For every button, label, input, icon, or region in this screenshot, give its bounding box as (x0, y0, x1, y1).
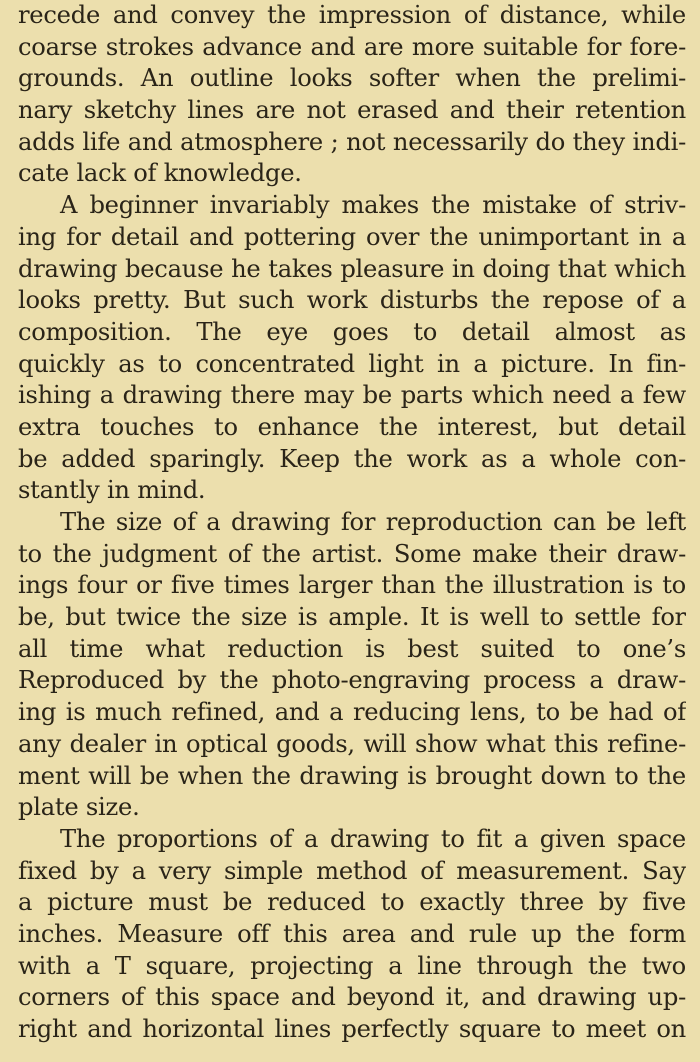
paragraph (18, 824, 686, 1046)
text-line: recede and convey the impression of distance, while (18, 1, 686, 29)
text-line: stantly in mind. (18, 476, 206, 505)
text-line: ings four or five times larger than the illustration is to (18, 571, 686, 600)
text-line: nary sketchy lines are not erased and their retention (18, 96, 686, 125)
text-line: be, but twice the size is ample. It is well to settle for (18, 603, 686, 632)
text-line: to the judgment of the artist. Some make their draw- (18, 539, 686, 568)
text-line: drawing because he takes pleasure in doing that which (18, 254, 686, 283)
text-line: cate lack of knowledge. (18, 159, 302, 188)
text-line: adds life and atmosphere ; not necessarily do they indi- (18, 127, 686, 156)
text-line: all time what reduction is best suited to one’s (18, 634, 686, 663)
text-line: looks pretty. But such work disturbs the repose of a (18, 286, 686, 315)
paragraph (18, 0, 686, 190)
text-line: plate size. (18, 793, 140, 822)
text-line: ing for detail and pottering over the unimportant in a (18, 222, 686, 251)
text-line: fixed by a very simple method of measurement. Say (18, 856, 686, 885)
text-line: inches. Measure off this area and rule up the form (18, 919, 686, 948)
text-line: composition. The eye goes to detail almost as (18, 317, 686, 346)
text-line: corners of this space and beyond it, and drawing up- (18, 983, 686, 1012)
text-line: extra touches to enhance the interest, but detail (18, 412, 686, 441)
text-line: with a T square, projecting a line through the two (18, 951, 686, 980)
paragraph (18, 190, 686, 507)
text-line: a picture must be reduced to exactly three by five (18, 888, 686, 917)
text-line: be added sparingly. Keep the work as a whole con- (18, 444, 686, 473)
text-line: right and horizontal lines perfectly square to meet on (18, 1015, 686, 1043)
text-line: Reproduced by the photo-engraving process a draw- (18, 666, 686, 695)
text-line: The proportions of a drawing to fit a given space (60, 824, 686, 853)
text-line: any dealer in optical goods, will show what this refine- (18, 729, 686, 758)
text-line: ing is much refined, and a reducing lens, to be had of (18, 698, 686, 727)
text-line: ishing a drawing there may be parts which need a few (18, 381, 686, 410)
text-line: The size of a drawing for reproduction can be left (60, 508, 686, 536)
text-line: quickly as to concentrated light in a picture. In fin- (18, 349, 686, 378)
text-line: coarse strokes advance and are more suitable for fore- (18, 32, 686, 61)
paragraph (18, 507, 686, 824)
page-text (18, 0, 686, 1046)
text-line: A beginner invariably makes the mistake of striv- (60, 191, 686, 220)
text-line: ment will be when the drawing is brought down to the (18, 761, 686, 790)
text-line: grounds. An outline looks softer when the prelimi- (18, 64, 686, 93)
